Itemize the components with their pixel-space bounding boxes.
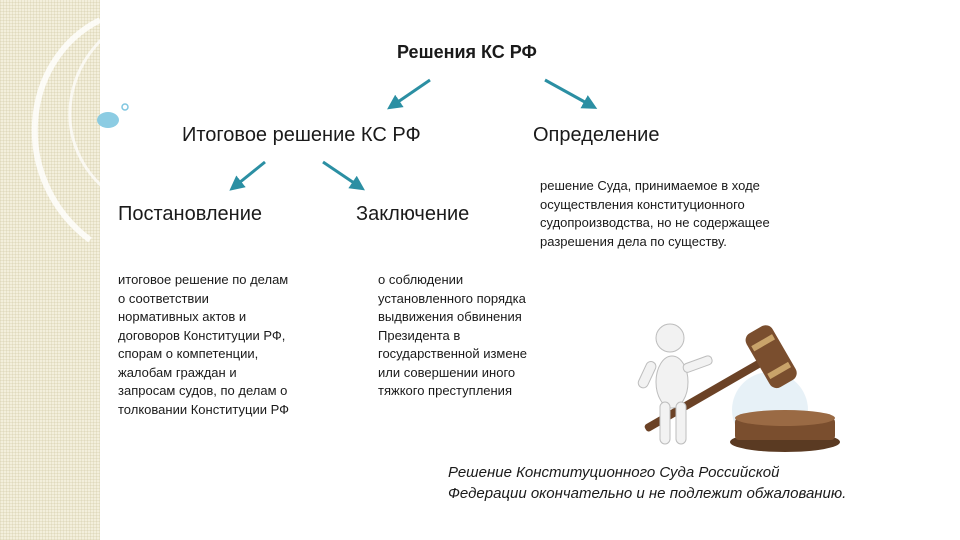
arrow-down-left-icon — [234, 162, 265, 187]
final-decision-heading: Итоговое решение КС РФ — [182, 124, 421, 146]
arrow-down-left-icon — [392, 80, 430, 106]
arrow-down-right-icon — [323, 162, 360, 187]
resolution-heading: Постановление — [118, 203, 263, 225]
resolution-description: итоговое решение по делам о соответствии нормативных актов и договоров Конституции РФ, спорам о компетенции, жалобам граждан и запросам судов, по делам о толковании Конституции РФ — [118, 272, 289, 417]
footer-note: Решение Конституционного Суда Российской Федерации окончательно и не подлежит обжалованию. — [448, 464, 847, 502]
arrow-down-right-icon — [545, 80, 592, 106]
gavel-figure-illustration — [620, 310, 880, 460]
conclusion-heading: Заключение — [356, 203, 470, 225]
definition-description: решение Суда, принимаемое в ходе осуществления конституционного судопроизводства, но не содержащее разрешения дела по существу. — [540, 178, 770, 249]
slide-title: Решения КС РФ — [397, 42, 537, 62]
definition-heading: Определение — [533, 124, 660, 146]
conclusion-description: о соблюдении установленного порядка выдвижения обвинения Президента в государственной измене или совершении иного тяжкого преступления — [378, 272, 528, 398]
